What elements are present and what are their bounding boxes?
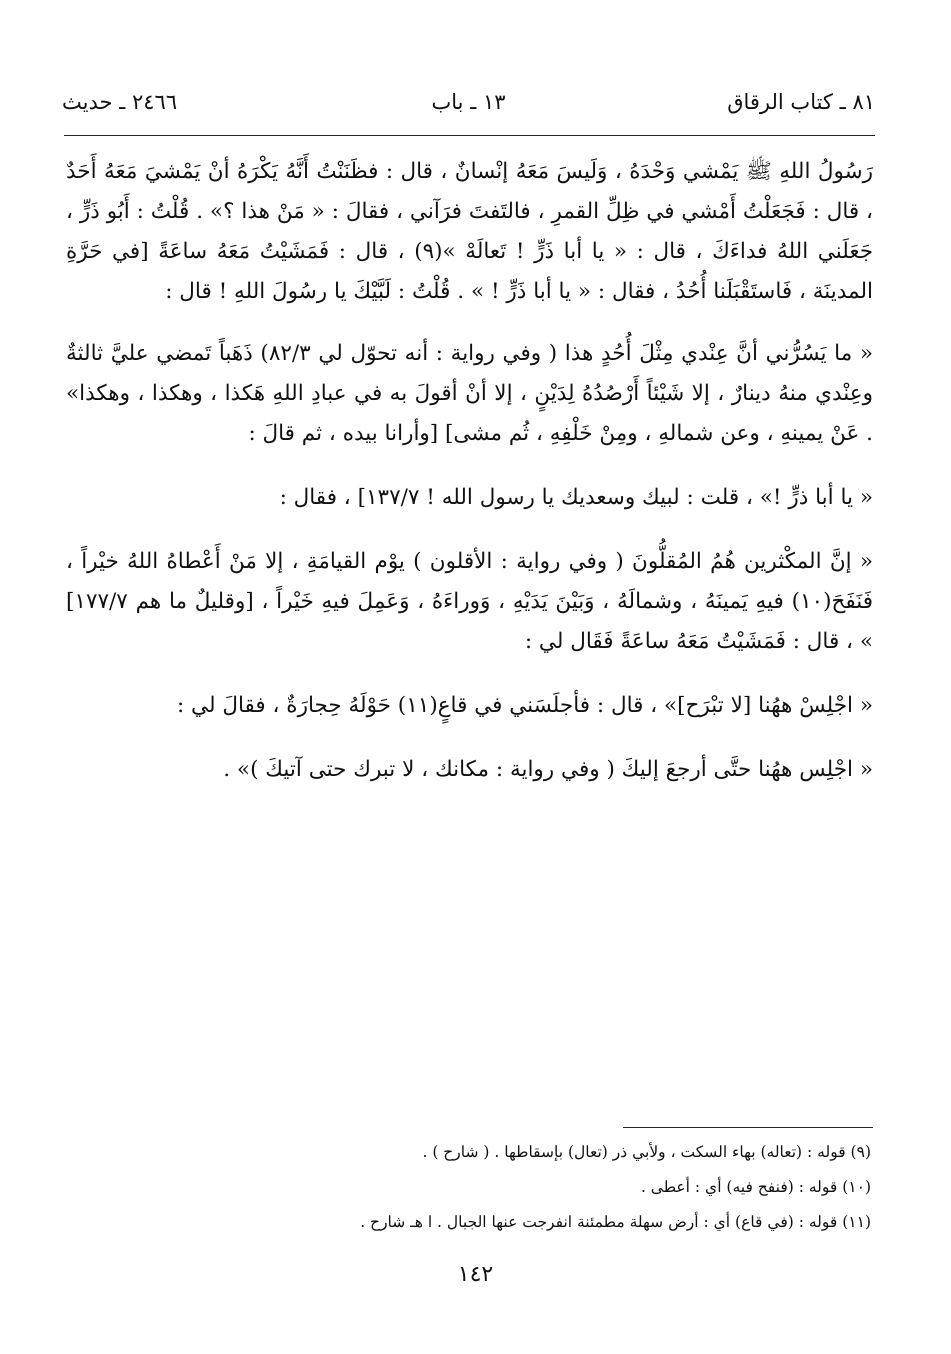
paragraph: « يا أبا ذرٍّ !» ، قلت : لبيك وسعديك يا رسول الله ! ١٣٧/٧] ، فقال : bbox=[279, 485, 873, 510]
running-header bbox=[62, 88, 875, 128]
paragraph: رَسُولُ اللهِ ﷺ يَمْشي وَحْدَهُ ، وَلَيسَ مَعَهُ إنْسانٌ ، قال : فظَنَنْتُ أَنَّهُ يَكْرَهُ أنْ يَمْشيَ مَعَهُ أَحَدٌ ، قال : فَجَعَلْتُ أَمْشي في ظِلِّ القمرِ ، فالتَفتَ فرَآني ، فقالَ : « مَنْ هذا ؟» . قُلْتُ : أَبُو ذَرٍّ ، جَعَلَني اللهُ فداءَكَ ، قال : « يا أبا ذَرٍّ ! تَعالَهْ »(٩) ، قال : فَمَشَيْتُ مَعَهُ ساعَةً [في حَرَّةِ المدينَة ، فَاستَقْبَلَنا أُحُدُ ، فقال : « يا أبا ذَرٍّ ! » . قُلْتُ : لَبَّيْكَ يا رسُولَ اللهِ ! قال : bbox=[66, 159, 873, 304]
footnotes bbox=[66, 1135, 871, 1240]
footnote-11: (١١) قوله : (في قاع) أي : أرض سهلة مطمئنة انفرجت عنها الجبال . ا هـ شارح . bbox=[360, 1213, 871, 1231]
header-book-title: ٨١ ـ كتاب الرقاق bbox=[727, 90, 875, 114]
footnote-10: (١٠) قوله : (فنفح فيه) أي : أعطى . bbox=[640, 1178, 871, 1196]
main-text bbox=[66, 152, 873, 814]
header-chapter: ١٣ ـ باب bbox=[431, 90, 506, 114]
page-number: ١٤٢ bbox=[457, 1262, 494, 1287]
paragraph: « إنَّ المكْثرين هُمُ المُقلُّونَ ( وفي رواية : الأقلون ) يوْم القيامَةِ ، إلا مَنْ أَعْطاهُ اللهُ خيْراً ، فَنَفَحَ(١٠) فيهِ يَمينَهُ ، وشمالَهُ ، وَبَيْنَ يَدَيْهِ ، وَوراءَهُ ، وَعَمِلَ فيهِ خَيْراً ، [وقليلٌ ما هم ١٧٧/٧] » ، قال : فَمَشَيْتُ مَعَهُ ساعَةً فَقَال لي : bbox=[66, 549, 873, 654]
paragraph: « ما يَسُرُّني أنَّ عِنْدي مِثْلَ أُحُدٍ هذا ( وفي رواية : أنه تحوّل لي ٨٢/٣) ذَهَباً تَمضي عليَّ ثالثةٌ وعِنْدي منهُ دينارٌ ، إلا شَيْئاً أَرْصُدُهُ لِدَيْنٍ ، إلا أنْ أقولَ به في عبادِ اللهِ هَكذا ، وهكذا ، وهكذا» . عَنْ يمينهِ ، وعن شمالهِ ، ومِنْ خَلْفِهِ ، ثُم مشى] [وأرانا بيده ، ثم قالَ : bbox=[66, 341, 873, 446]
header-hadith-number: ٢٤٦٦ ـ حديث bbox=[62, 90, 178, 114]
paragraph: « اجْلِس ههُنا حتَّى أرجعَ إليكَ ( وفي رواية : مكانك ، لا تبرك حتى آتيكَ )» . bbox=[223, 757, 873, 782]
header-divider bbox=[64, 135, 875, 136]
paragraph: « اجْلِسْ ههُنا [لا تبْرَح]» ، قال : فأجلَسَني في قاعٍ(١١) حَوْلَهُ حِجارَةٌ ، فقالَ لي : bbox=[176, 693, 873, 718]
footnote-divider bbox=[623, 1127, 873, 1128]
footnote-9: (٩) قوله : (تعاله) بهاء السكت ، ولأبي ذر (تعال) بإسقاطها . ( شارح ) . bbox=[422, 1143, 871, 1161]
